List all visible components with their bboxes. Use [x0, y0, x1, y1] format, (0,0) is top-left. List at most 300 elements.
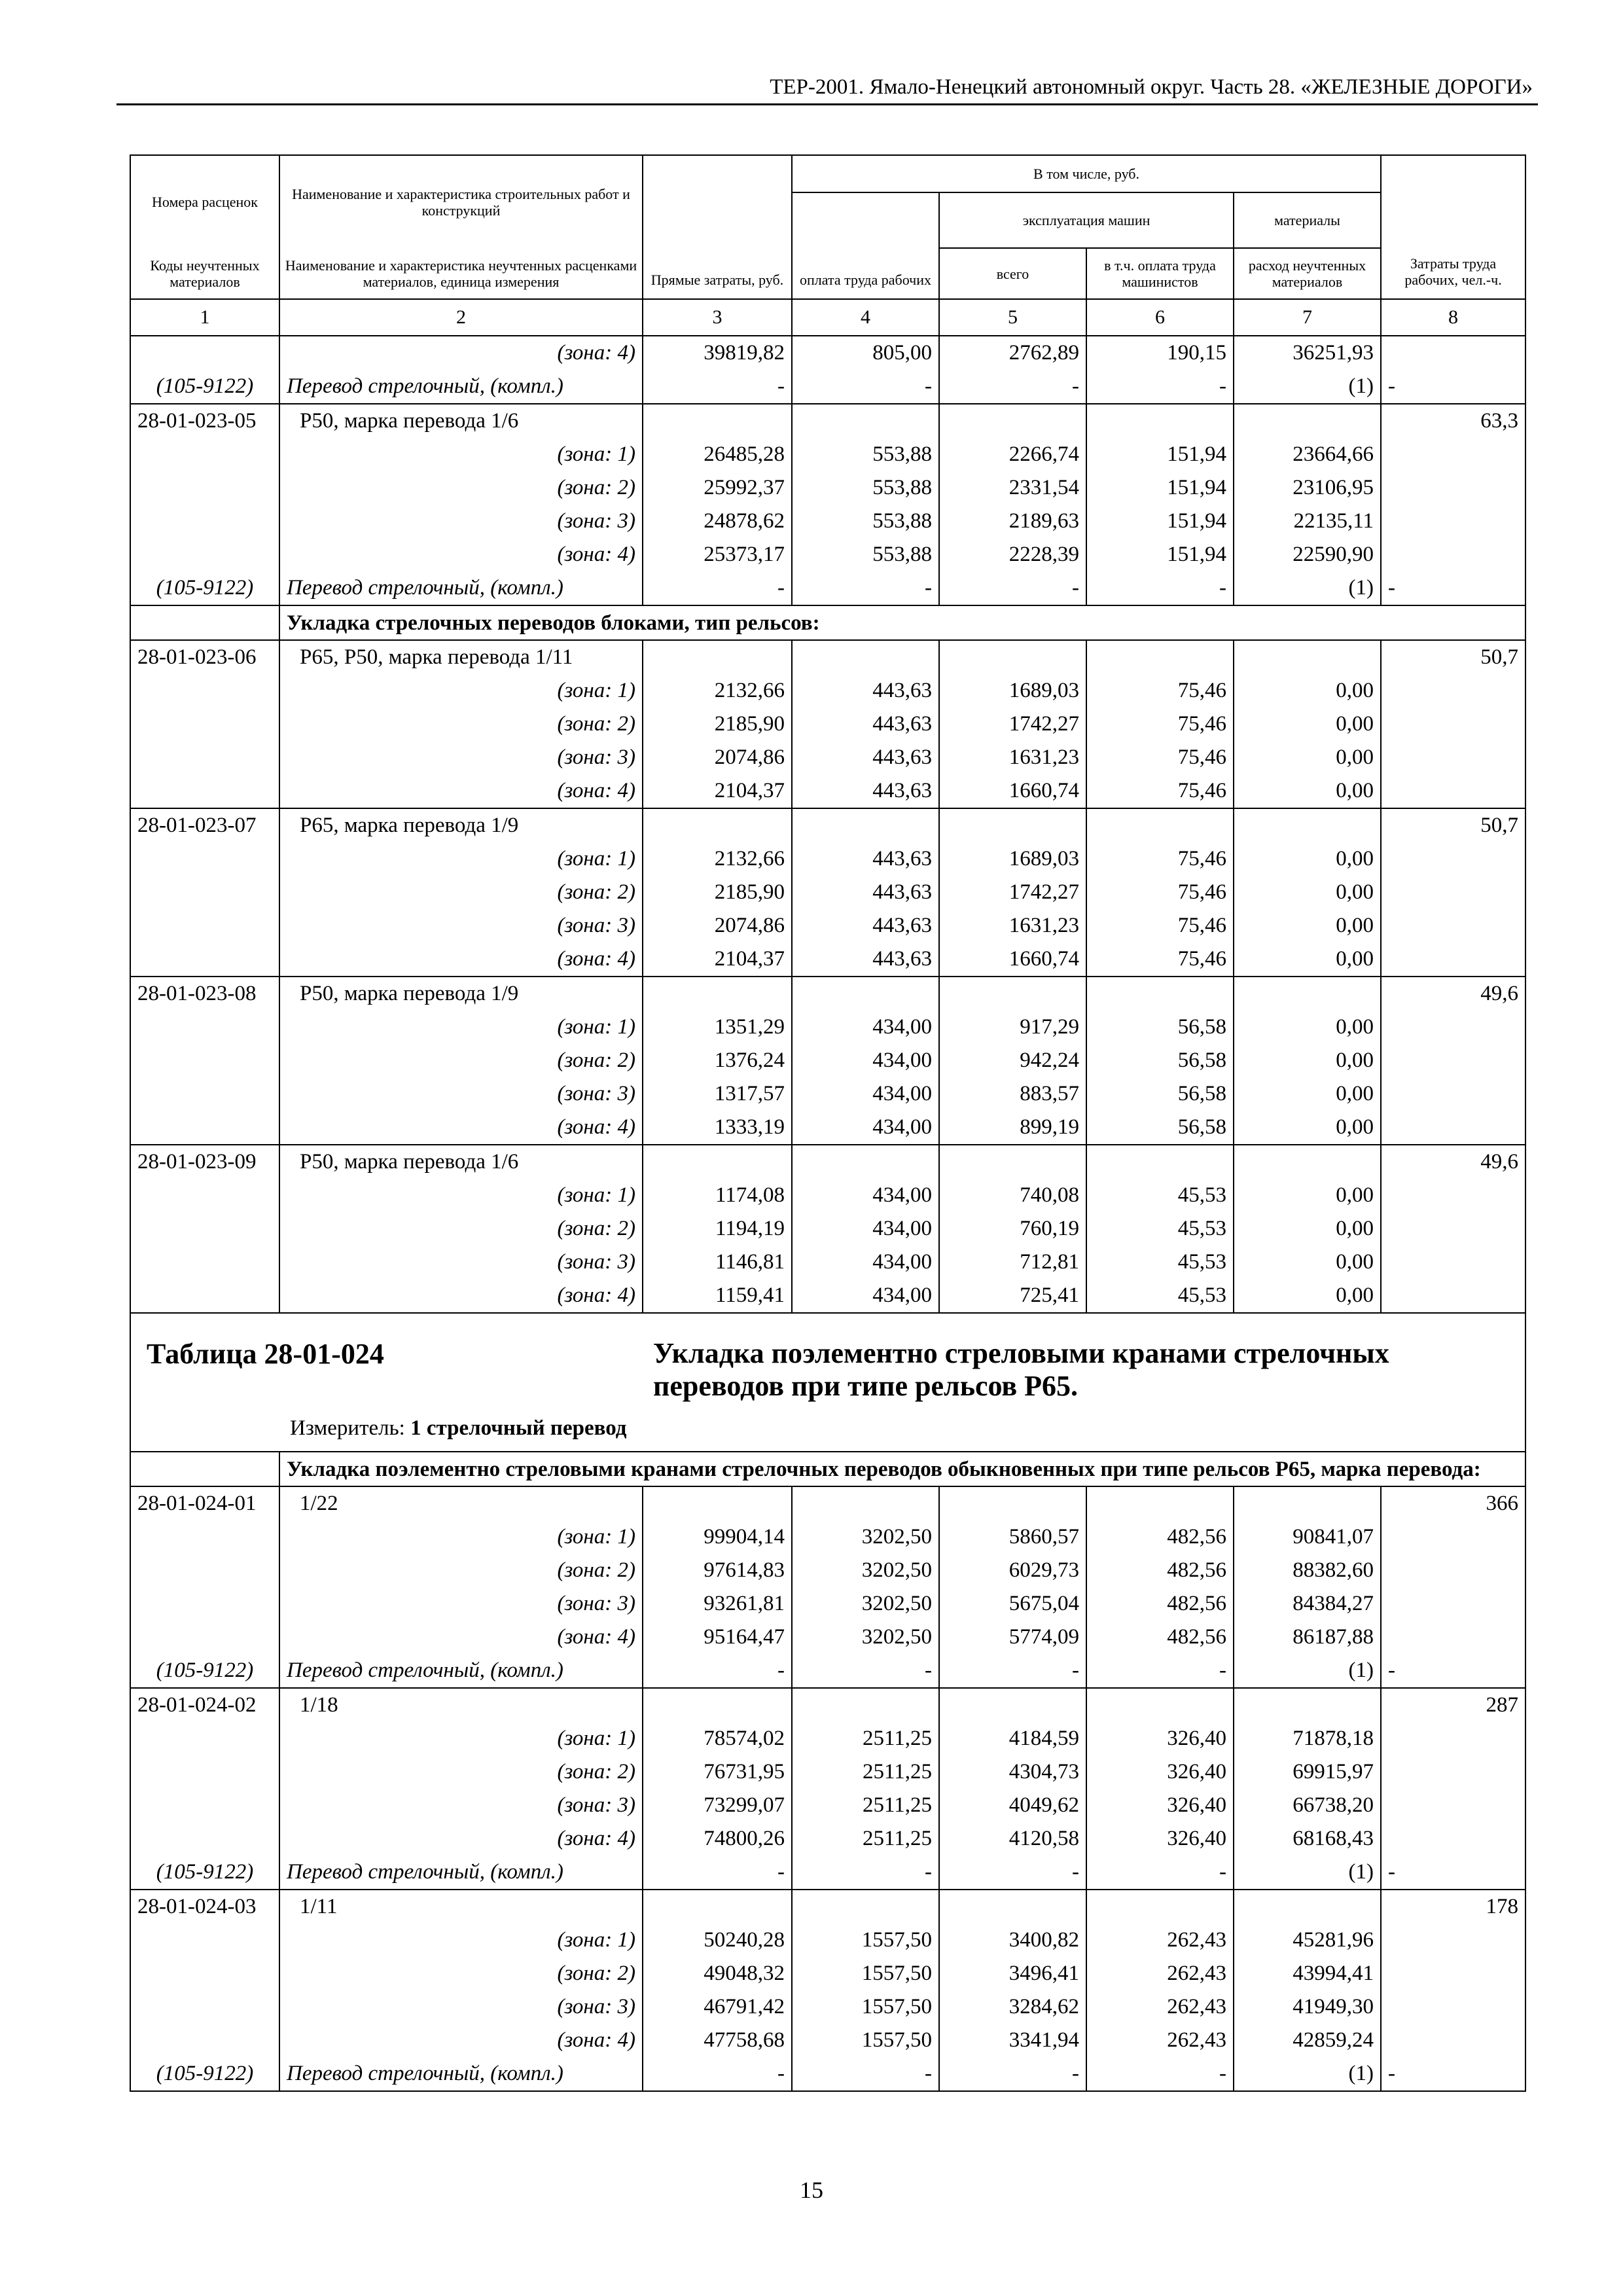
value-cell: 0,00	[1234, 1044, 1381, 1077]
material-value: -	[1381, 370, 1525, 404]
value-cell	[939, 808, 1086, 842]
col-head-incl: В том числе, руб.	[792, 155, 1381, 192]
code-cell	[130, 336, 279, 370]
value-cell: 3400,82	[939, 1924, 1086, 1957]
value-cell	[643, 1688, 792, 1722]
table-row	[130, 842, 1525, 876]
value-cell: 23664,66	[1234, 438, 1381, 471]
value-cell: 482,56	[1086, 1621, 1234, 1654]
value-cell	[1234, 1486, 1381, 1520]
labor-cell	[1381, 774, 1525, 808]
col-head-1b: Коды неучтенных материалов	[130, 248, 279, 299]
value-cell: 74800,26	[643, 1822, 792, 1856]
value-cell	[939, 977, 1086, 1011]
table-row	[130, 909, 1525, 942]
value-cell: 3341,94	[939, 2024, 1086, 2057]
labor-cell	[1381, 438, 1525, 471]
table-row	[130, 1924, 1525, 1957]
zone-label: (зона: 3)	[279, 1587, 643, 1621]
table-row	[130, 1789, 1525, 1822]
value-cell: 326,40	[1086, 1789, 1234, 1822]
value-cell: 1317,57	[643, 1077, 792, 1111]
value-cell: 68168,43	[1234, 1822, 1381, 1856]
material-value: (1)	[1234, 2057, 1381, 2091]
table-row	[130, 1179, 1525, 1212]
labor-cost: 287	[1381, 1688, 1525, 1722]
value-cell: 25373,17	[643, 538, 792, 571]
material-value: -	[1086, 1654, 1234, 1688]
code-cell	[130, 538, 279, 571]
labor-cell	[1381, 1011, 1525, 1044]
zone-label: (зона: 3)	[279, 1246, 643, 1279]
value-cell: 326,40	[1086, 1755, 1234, 1789]
material-name: Перевод стрелочный, (компл.)	[279, 1856, 643, 1890]
value-cell: 2132,66	[643, 842, 792, 876]
zone-label: (зона: 1)	[279, 842, 643, 876]
zone-label: (зона: 1)	[279, 1179, 643, 1212]
table-row	[130, 1722, 1525, 1755]
value-cell: 482,56	[1086, 1587, 1234, 1621]
code-cell	[130, 1957, 279, 1990]
zone-label: (зона: 4)	[279, 1111, 643, 1145]
col-head-machines: эксплуатация машин	[939, 192, 1234, 248]
rate-name: 1/11	[279, 1890, 643, 1924]
table-row	[130, 1145, 1525, 1179]
value-cell: 1557,50	[792, 1957, 939, 1990]
zone-label: (зона: 3)	[279, 1789, 643, 1822]
value-cell: 42859,24	[1234, 2024, 1381, 2057]
value-cell: 75,46	[1086, 674, 1234, 708]
code-cell	[130, 1044, 279, 1077]
column-numbers-row	[130, 299, 1525, 336]
value-cell: 90841,07	[1234, 1520, 1381, 1554]
code-cell	[130, 1452, 279, 1486]
value-cell: 0,00	[1234, 876, 1381, 909]
value-cell: 2511,25	[792, 1822, 939, 1856]
value-cell: 883,57	[939, 1077, 1086, 1111]
code-cell	[130, 1212, 279, 1246]
value-cell: 2132,66	[643, 674, 792, 708]
value-cell	[1234, 977, 1381, 1011]
col-number: 7	[1234, 299, 1381, 336]
zone-label: (зона: 2)	[279, 1212, 643, 1246]
code-cell	[130, 471, 279, 505]
code-cell	[130, 1011, 279, 1044]
value-cell: 482,56	[1086, 1520, 1234, 1554]
value-cell: 443,63	[792, 909, 939, 942]
labor-cost: 366	[1381, 1486, 1525, 1520]
value-cell: 443,63	[792, 708, 939, 741]
value-cell: 45,53	[1086, 1246, 1234, 1279]
value-cell	[792, 977, 939, 1011]
value-cell: 95164,47	[643, 1621, 792, 1654]
table-row	[130, 370, 1525, 404]
value-cell: 50240,28	[643, 1924, 792, 1957]
value-cell: 69915,97	[1234, 1755, 1381, 1789]
labor-cell	[1381, 1077, 1525, 1111]
value-cell: 3496,41	[939, 1957, 1086, 1990]
col-head-1a: Номера расценок	[130, 155, 279, 248]
value-cell: 78574,02	[643, 1722, 792, 1755]
value-cell: 4304,73	[939, 1755, 1086, 1789]
zone-label: (зона: 3)	[279, 909, 643, 942]
material-value: (1)	[1234, 571, 1381, 605]
table-row	[130, 674, 1525, 708]
value-cell: 5675,04	[939, 1587, 1086, 1621]
table-row	[130, 1856, 1525, 1890]
value-cell: 5860,57	[939, 1520, 1086, 1554]
code-cell	[130, 2024, 279, 2057]
value-cell	[643, 404, 792, 438]
col-head-3: Прямые затраты, руб.	[643, 155, 792, 299]
zone-label: (зона: 1)	[279, 1011, 643, 1044]
value-cell: 0,00	[1234, 1279, 1381, 1313]
value-cell: 443,63	[792, 942, 939, 977]
table-row	[130, 1279, 1525, 1313]
labor-cell	[1381, 1990, 1525, 2024]
value-cell: 434,00	[792, 1246, 939, 1279]
code-cell	[130, 1179, 279, 1212]
value-cell	[643, 640, 792, 674]
value-cell: 93261,81	[643, 1587, 792, 1621]
table-row	[130, 1313, 1525, 1452]
page-number: 15	[800, 2177, 823, 2203]
value-cell	[939, 640, 1086, 674]
value-cell: 99904,14	[643, 1520, 792, 1554]
table-header	[130, 155, 1525, 336]
code-cell	[130, 942, 279, 977]
value-cell: 97614,83	[643, 1554, 792, 1587]
material-value: -	[1086, 1856, 1234, 1890]
material-name: Перевод стрелочный, (компл.)	[279, 1654, 643, 1688]
labor-cell	[1381, 1924, 1525, 1957]
table-row	[130, 1621, 1525, 1654]
material-value: -	[643, 1654, 792, 1688]
value-cell: 2331,54	[939, 471, 1086, 505]
code-cell	[130, 876, 279, 909]
col-number: 6	[1086, 299, 1234, 336]
rate-code: 28-01-023-08	[130, 977, 279, 1011]
value-cell	[643, 808, 792, 842]
value-cell: 2511,25	[792, 1789, 939, 1822]
code-cell	[130, 674, 279, 708]
value-cell: 56,58	[1086, 1077, 1234, 1111]
value-cell: 75,46	[1086, 774, 1234, 808]
value-cell: 22135,11	[1234, 505, 1381, 538]
value-cell: 1333,19	[643, 1111, 792, 1145]
labor-cell	[1381, 2024, 1525, 2057]
table-row	[130, 640, 1525, 674]
table-row	[130, 774, 1525, 808]
table-row	[130, 1011, 1525, 1044]
value-cell: 56,58	[1086, 1011, 1234, 1044]
value-cell	[1234, 1145, 1381, 1179]
labor-cell	[1381, 336, 1525, 370]
value-cell: 26485,28	[643, 438, 792, 471]
labor-cell	[1381, 909, 1525, 942]
material-name: Перевод стрелочный, (компл.)	[279, 2057, 643, 2091]
labor-cell	[1381, 1279, 1525, 1313]
material-value: -	[792, 2057, 939, 2091]
section-heading: Укладка поэлементно стреловыми кранами стрелочных переводов обыкновенных при типе рельсов Р65, марка перевода:	[279, 1452, 1525, 1486]
code-cell	[130, 1990, 279, 2024]
labor-cell	[1381, 1179, 1525, 1212]
col-head-7: расход неучтенных материалов	[1234, 248, 1381, 299]
table-row	[130, 1957, 1525, 1990]
value-cell	[1086, 404, 1234, 438]
value-cell: 75,46	[1086, 842, 1234, 876]
value-cell	[792, 1486, 939, 1520]
value-cell: 36251,93	[1234, 336, 1381, 370]
value-cell: 43994,41	[1234, 1957, 1381, 1990]
value-cell: 3202,50	[792, 1520, 939, 1554]
value-cell: 805,00	[792, 336, 939, 370]
table-row	[130, 438, 1525, 471]
zone-label: (зона: 1)	[279, 1520, 643, 1554]
code-cell	[130, 909, 279, 942]
zone-label: (зона: 2)	[279, 1755, 643, 1789]
material-name: Перевод стрелочный, (компл.)	[279, 370, 643, 404]
value-cell: 942,24	[939, 1044, 1086, 1077]
value-cell: 73299,07	[643, 1789, 792, 1822]
table-row	[130, 605, 1525, 640]
value-cell: 262,43	[1086, 1924, 1234, 1957]
table-row	[130, 942, 1525, 977]
labor-cell	[1381, 674, 1525, 708]
value-cell	[1086, 1890, 1234, 1924]
table-row	[130, 808, 1525, 842]
labor-cost: 63,3	[1381, 404, 1525, 438]
value-cell: 2104,37	[643, 942, 792, 977]
value-cell: 5774,09	[939, 1621, 1086, 1654]
rate-code: 28-01-023-07	[130, 808, 279, 842]
zone-label: (зона: 4)	[279, 774, 643, 808]
code-cell	[130, 605, 279, 640]
value-cell: 0,00	[1234, 909, 1381, 942]
zone-label: (зона: 2)	[279, 876, 643, 909]
value-cell: 23106,95	[1234, 471, 1381, 505]
value-cell: 434,00	[792, 1111, 939, 1145]
value-cell: 2074,86	[643, 741, 792, 774]
labor-cell	[1381, 876, 1525, 909]
value-cell: 1174,08	[643, 1179, 792, 1212]
col-head-materials: материалы	[1234, 192, 1381, 248]
table-number: Таблица 28-01-024	[147, 1338, 384, 1370]
rate-code: 28-01-024-01	[130, 1486, 279, 1520]
value-cell: 443,63	[792, 876, 939, 909]
value-cell: 262,43	[1086, 2024, 1234, 2057]
col-head-5: всего	[939, 248, 1086, 299]
value-cell: 326,40	[1086, 1722, 1234, 1755]
table-row	[130, 2024, 1525, 2057]
value-cell: 434,00	[792, 1011, 939, 1044]
value-cell: 25992,37	[643, 471, 792, 505]
table-row	[130, 1452, 1525, 1486]
material-value: -	[1086, 370, 1234, 404]
value-cell: 1689,03	[939, 674, 1086, 708]
material-value: (1)	[1234, 1654, 1381, 1688]
col-head-2b: Наименование и характеристика неучтенных расценками материалов, единица измерения	[279, 248, 643, 299]
section-heading: Укладка стрелочных переводов блоками, тип рельсов:	[279, 605, 1525, 640]
value-cell: 151,94	[1086, 538, 1234, 571]
labor-cost: 49,6	[1381, 1145, 1525, 1179]
value-cell: 75,46	[1086, 741, 1234, 774]
rate-name: Р50, марка перевода 1/6	[279, 1145, 643, 1179]
table-row	[130, 977, 1525, 1011]
value-cell: 1146,81	[643, 1246, 792, 1279]
material-value: -	[1381, 1654, 1525, 1688]
table-row	[130, 571, 1525, 605]
value-cell: 75,46	[1086, 942, 1234, 977]
labor-cell	[1381, 1822, 1525, 1856]
value-cell: 1742,27	[939, 708, 1086, 741]
value-cell: 75,46	[1086, 708, 1234, 741]
labor-cell	[1381, 741, 1525, 774]
value-cell: 1159,41	[643, 1279, 792, 1313]
value-cell: 4184,59	[939, 1722, 1086, 1755]
value-cell: 1194,19	[643, 1212, 792, 1246]
value-cell	[939, 1145, 1086, 1179]
value-cell: 0,00	[1234, 1179, 1381, 1212]
measure-unit	[290, 1412, 626, 1445]
value-cell: 1631,23	[939, 909, 1086, 942]
value-cell: 482,56	[1086, 1554, 1234, 1587]
value-cell: 1557,50	[792, 2024, 939, 2057]
rate-code: 28-01-024-02	[130, 1688, 279, 1722]
value-cell	[939, 1486, 1086, 1520]
material-code: (105-9122)	[130, 1654, 279, 1688]
zone-label: (зона: 3)	[279, 505, 643, 538]
table-body	[130, 336, 1525, 2091]
value-cell: 2185,90	[643, 876, 792, 909]
code-cell	[130, 1077, 279, 1111]
value-cell	[792, 1890, 939, 1924]
value-cell: 0,00	[1234, 774, 1381, 808]
value-cell	[792, 640, 939, 674]
table-row	[130, 471, 1525, 505]
table-row	[130, 1044, 1525, 1077]
code-cell	[130, 1554, 279, 1587]
value-cell: 86187,88	[1234, 1621, 1381, 1654]
value-cell: 434,00	[792, 1044, 939, 1077]
value-cell	[939, 404, 1086, 438]
price-table	[130, 154, 1526, 2092]
col-head-2a: Наименование и характеристика строительных работ и конструкций	[279, 155, 643, 248]
material-value: -	[643, 1856, 792, 1890]
table-row	[130, 1520, 1525, 1554]
labor-cell	[1381, 1246, 1525, 1279]
value-cell: 712,81	[939, 1246, 1086, 1279]
value-cell: 326,40	[1086, 1822, 1234, 1856]
value-cell: 553,88	[792, 471, 939, 505]
value-cell: 725,41	[939, 1279, 1086, 1313]
labor-cell	[1381, 1621, 1525, 1654]
value-cell: 2074,86	[643, 909, 792, 942]
value-cell: 0,00	[1234, 942, 1381, 977]
value-cell: 22590,90	[1234, 538, 1381, 571]
code-cell	[130, 1755, 279, 1789]
col-number: 4	[792, 299, 939, 336]
measure-label: Измеритель:	[290, 1416, 405, 1440]
value-cell: 0,00	[1234, 741, 1381, 774]
material-value: (1)	[1234, 1856, 1381, 1890]
zone-label: (зона: 3)	[279, 1990, 643, 2024]
rate-code: 28-01-023-06	[130, 640, 279, 674]
value-cell	[1234, 640, 1381, 674]
value-cell: 45,53	[1086, 1179, 1234, 1212]
value-cell: 2228,39	[939, 538, 1086, 571]
value-cell: 84384,27	[1234, 1587, 1381, 1621]
zone-label: (зона: 4)	[279, 336, 643, 370]
code-cell	[130, 774, 279, 808]
zone-label: (зона: 2)	[279, 1044, 643, 1077]
material-value: -	[792, 1654, 939, 1688]
value-cell: 75,46	[1086, 909, 1234, 942]
rate-name: Р65, Р50, марка перевода 1/11	[279, 640, 643, 674]
value-cell	[1086, 1688, 1234, 1722]
value-cell: 71878,18	[1234, 1722, 1381, 1755]
value-cell: 1742,27	[939, 876, 1086, 909]
col-number: 5	[939, 299, 1086, 336]
value-cell: 6029,73	[939, 1554, 1086, 1587]
rate-name: 1/22	[279, 1486, 643, 1520]
material-value: -	[643, 571, 792, 605]
value-cell	[792, 404, 939, 438]
value-cell: 4049,62	[939, 1789, 1086, 1822]
table-row	[130, 1246, 1525, 1279]
table-row	[130, 336, 1525, 370]
col-number: 8	[1381, 299, 1525, 336]
value-cell: 2185,90	[643, 708, 792, 741]
table-row	[130, 1212, 1525, 1246]
value-cell: 443,63	[792, 674, 939, 708]
value-cell: 553,88	[792, 505, 939, 538]
value-cell: 1689,03	[939, 842, 1086, 876]
value-cell	[792, 808, 939, 842]
table-title: Укладка поэлементно стреловыми кранами стрелочных переводов при типе рельсов Р65.	[653, 1337, 1389, 1402]
value-cell: 2104,37	[643, 774, 792, 808]
value-cell: 2511,25	[792, 1722, 939, 1755]
table-row	[130, 505, 1525, 538]
col-number: 2	[279, 299, 643, 336]
col-head-8: Затраты труда рабочих, чел.-ч.	[1381, 155, 1525, 299]
value-cell	[643, 1890, 792, 1924]
value-cell: 1660,74	[939, 942, 1086, 977]
value-cell: 56,58	[1086, 1111, 1234, 1145]
material-name: Перевод стрелочный, (компл.)	[279, 571, 643, 605]
rate-code: 28-01-023-09	[130, 1145, 279, 1179]
material-value: -	[939, 370, 1086, 404]
rate-name: Р65, марка перевода 1/9	[279, 808, 643, 842]
value-cell: 45,53	[1086, 1279, 1234, 1313]
labor-cell	[1381, 538, 1525, 571]
code-cell	[130, 1111, 279, 1145]
material-value: -	[792, 1856, 939, 1890]
code-cell	[130, 438, 279, 471]
rate-name: Р50, марка перевода 1/9	[279, 977, 643, 1011]
material-value: -	[643, 370, 792, 404]
zone-label: (зона: 4)	[279, 1279, 643, 1313]
value-cell: 1557,50	[792, 1924, 939, 1957]
table-row	[130, 876, 1525, 909]
value-cell	[1086, 977, 1234, 1011]
value-cell: 1631,23	[939, 741, 1086, 774]
zone-label: (зона: 2)	[279, 1957, 643, 1990]
value-cell: 2189,63	[939, 505, 1086, 538]
zone-label: (зона: 2)	[279, 471, 643, 505]
value-cell: 0,00	[1234, 1077, 1381, 1111]
value-cell	[1086, 808, 1234, 842]
